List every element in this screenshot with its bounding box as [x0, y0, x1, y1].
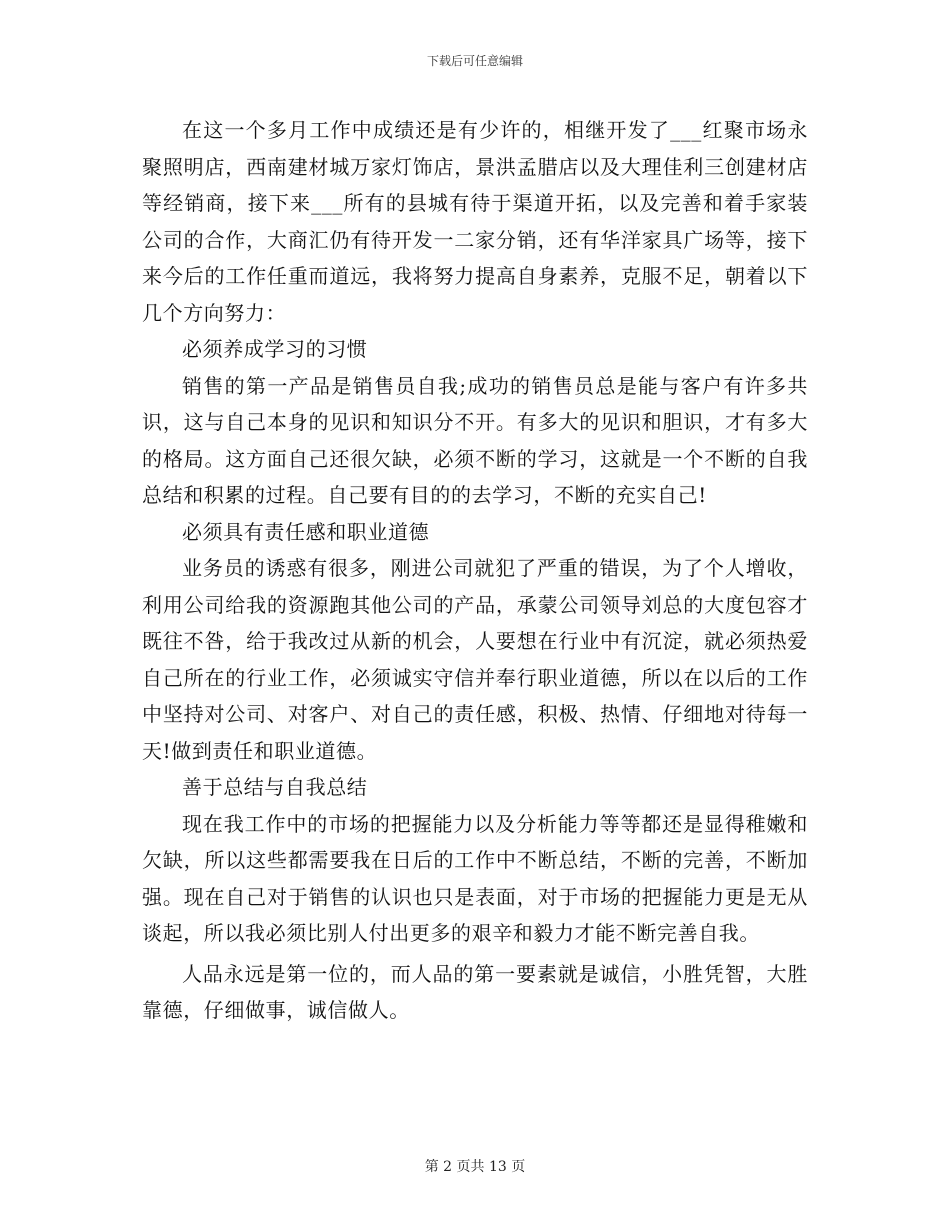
paragraph-integrity: 人品永远是第一位的，而人品的第一要素就是诚信，小胜凭智，大胜靠德，仔细做事，诚信做人。 [142, 961, 808, 1022]
page-header: 下载后可任意编辑 [426, 54, 523, 68]
section-heading-learning: 必须养成学习的习惯 [182, 337, 368, 361]
paragraph-intro: 在这一个多月工作中成绩还是有少许的，相继开发了___红聚市场永聚照明店，西南建材城万家灯饰店，景洪孟腊店以及大理佳利三创建材店等经销商，接下来___所有的县城有待于渠道开拓，以及完善和着手家装公司的合作，大商汇仍有待开发一二家分销，还有华洋家具广场等，接下来今后的工作任重而道远，我将努力提高自身素养，克服不足，朝着以下几个方向努力： [142, 118, 808, 325]
document-body [142, 112, 808, 1029]
paragraph-responsibility: 业务员的诱惑有很多，刚进公司就犯了严重的错误，为了个人增收，利用公司给我的资源跑其他公司的产品，承蒙公司领导刘总的大度包容才既往不咎，给于我改过从新的机会，人要想在行业中有沉淀，就必须热爱自己所在的行业工作，必须诚实守信并奉行职业道德，所以在以后的工作中坚持对公司、对客户、对自己的责任感，积极、热情、仔细地对待每一天!做到责任和职业道德。 [142, 556, 808, 763]
section-heading-responsibility: 必须具有责任感和职业道德 [182, 519, 430, 544]
page-footer: 第 2 页共 13 页 [424, 1159, 526, 1175]
paragraph-summary: 现在我工作中的市场的把握能力以及分析能力等等都还是显得稚嫩和欠缺，所以这些都需要我在日后的工作中不断总结，不断的完善，不断加强。现在自己对于销售的认识也只是表面，对于市场的把握能力更是无从谈起，所以我必须比别人付出更多的艰辛和毅力才能不断完善自我。 [142, 811, 808, 945]
section-heading-summary: 善于总结与自我总结 [182, 775, 368, 799]
paragraph-learning: 销售的第一产品是销售员自我;成功的销售员总是能与客户有许多共识，这与自己本身的见识和知识分不开。有多大的见识和胆识，才有多大的格局。这方面自己还很欠缺，必须不断的学习，这就是一个不断的自我总结和积累的过程。自己要有目的的去学习，不断的充实自己! [142, 373, 808, 507]
